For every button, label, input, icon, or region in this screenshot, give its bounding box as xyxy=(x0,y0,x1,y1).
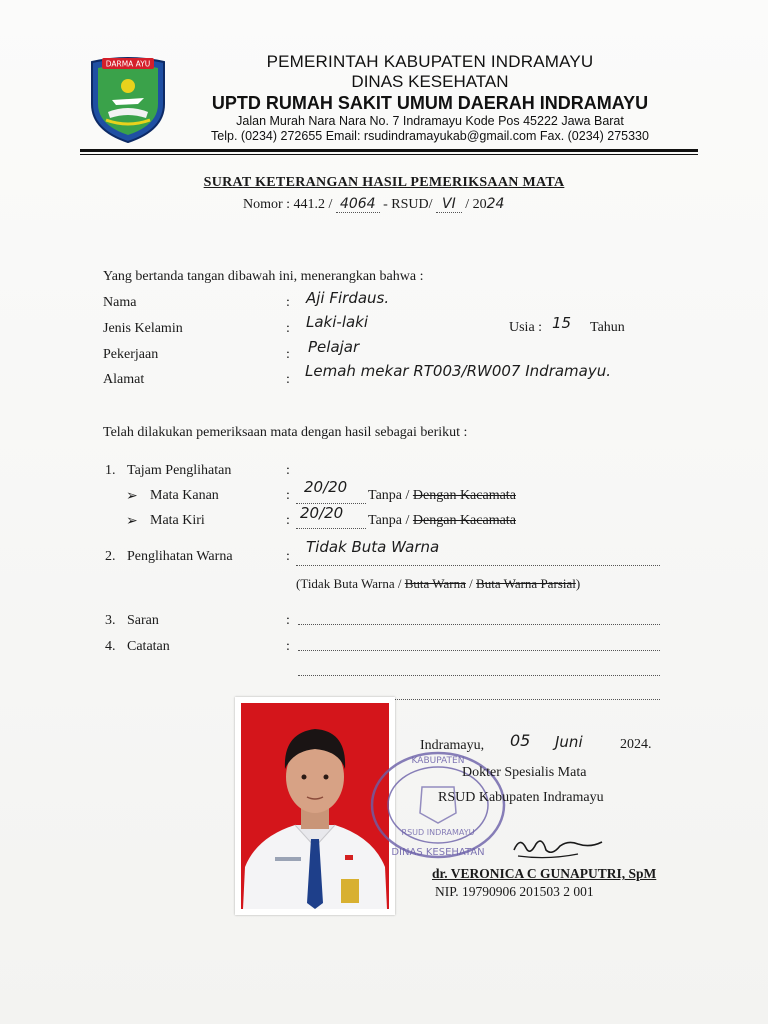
usia-value: 15 xyxy=(552,314,572,332)
catatan-fill-line xyxy=(298,650,660,651)
colon: : xyxy=(286,549,290,564)
jenis-kelamin-value: Laki-laki xyxy=(306,313,369,331)
mata-kanan-value: 20/20 xyxy=(304,478,348,496)
hospital-contact: Telp. (0234) 272655 Email: rsudindramayukab@gmail.com Fax. (0234) 275330 xyxy=(211,129,649,143)
mata-kiri-options: Tanpa / Dengan Kacamata xyxy=(368,513,516,528)
usia-label: Usia : xyxy=(509,320,543,335)
arrow-bullet-icon: ➢ xyxy=(126,489,138,504)
department-name: DINAS KESEHATAN xyxy=(351,72,509,91)
header-rule-thick xyxy=(80,149,698,152)
sign-month: Juni xyxy=(555,733,583,751)
colon: : xyxy=(286,372,290,387)
alamat-value: Lemah mekar RT003/RW007 Indramayu. xyxy=(305,362,612,380)
intro-text: Yang bertanda tangan dibawah ini, menerangkan bahwa : xyxy=(103,269,424,284)
hospital-name: UPTD RUMAH SAKIT UMUM DAERAH INDRAMAYU xyxy=(211,93,649,113)
saran-fill-line xyxy=(298,624,660,625)
sign-institution: RSUD Kabupaten Indramayu xyxy=(438,790,604,805)
regency-logo xyxy=(86,54,170,144)
jenis-kelamin-label: Jenis Kelamin xyxy=(103,321,183,336)
document-title: SURAT KETERANGAN HASIL PEMERIKSAAN MATA xyxy=(203,175,565,190)
sign-place: Indramayu, xyxy=(420,738,485,753)
penglihatan-warna-label: Penglihatan Warna xyxy=(127,549,233,564)
tahun-label: Tahun xyxy=(590,320,625,335)
pekerjaan-value: Pelajar xyxy=(308,338,360,356)
mata-kanan-label: Mata Kanan xyxy=(150,488,219,503)
mata-kiri-label: Mata Kiri xyxy=(150,513,205,528)
colon: : xyxy=(286,463,290,478)
colon: : xyxy=(286,513,290,528)
number-handwritten-3: 24 xyxy=(486,196,505,212)
mata-kiri-value: 20/20 xyxy=(300,504,344,522)
colon: : xyxy=(286,639,290,654)
doctor-nip: NIP. 19790906 201503 2 001 xyxy=(435,884,594,899)
header-rule-thin xyxy=(80,154,698,155)
catatan-label: Catatan xyxy=(127,639,170,654)
doctor-signature xyxy=(508,826,608,866)
penglihatan-warna-options: (Tidak Buta Warna / Buta Warna / Buta Warna Parsial) xyxy=(296,576,581,591)
doctor-name: dr. VERONICA C GUNAPUTRI, SpM xyxy=(432,866,657,881)
sign-day: 05 xyxy=(510,731,531,750)
government-name: PEMERINTAH KABUPATEN INDRAMAYU xyxy=(266,52,594,71)
svg-text:RSUD INDRAMAYU: RSUD INDRAMAYU xyxy=(401,828,475,837)
svg-text:DARMA AYU: DARMA AYU xyxy=(105,59,151,69)
hospital-address: Jalan Murah Nara Nara No. 7 Indramayu Kode Pos 45222 Jawa Barat xyxy=(236,114,624,128)
pekerjaan-label: Pekerjaan xyxy=(103,347,159,362)
svg-text:DINAS KESEHATAN: DINAS KESEHATAN xyxy=(391,847,485,858)
nama-label: Nama xyxy=(103,295,137,310)
colon: : xyxy=(286,295,290,310)
colon: : xyxy=(286,488,290,503)
colon: : xyxy=(286,321,290,336)
saran-label: Saran xyxy=(127,613,159,628)
fill-line xyxy=(296,565,660,566)
item2-number: 2. xyxy=(105,549,116,564)
tajam-penglihatan-label: Tajam Penglihatan xyxy=(127,463,232,478)
mata-kanan-options: Tanpa / Dengan Kacamata xyxy=(368,488,516,503)
colon: : xyxy=(286,347,290,362)
item1-number: 1. xyxy=(105,463,116,478)
number-handwritten-2: VI xyxy=(436,196,462,213)
item4-number: 4. xyxy=(105,639,116,654)
sign-role: Dokter Spesialis Mata xyxy=(462,765,587,780)
sign-year: 2024. xyxy=(620,737,652,752)
nama-value: Aji Firdaus. xyxy=(306,289,390,307)
item3-number: 3. xyxy=(105,613,116,628)
document-number: Nomor : 441.2 / 4064 - RSUD/ VI / 2024 xyxy=(243,196,505,212)
letterhead xyxy=(180,52,680,144)
colon: : xyxy=(286,613,290,628)
svg-text:KABUPATEN: KABUPATEN xyxy=(411,756,465,766)
penglihatan-warna-value: Tidak Buta Warna xyxy=(306,538,440,556)
arrow-bullet-icon: ➢ xyxy=(126,514,138,529)
catatan-fill-line xyxy=(298,675,660,676)
alamat-label: Alamat xyxy=(103,372,145,387)
number-handwritten-1: 4064 xyxy=(336,196,380,213)
exam-intro-text: Telah dilakukan pemeriksaan mata dengan hasil sebagai berikut : xyxy=(103,425,468,440)
fill-line xyxy=(296,528,366,529)
